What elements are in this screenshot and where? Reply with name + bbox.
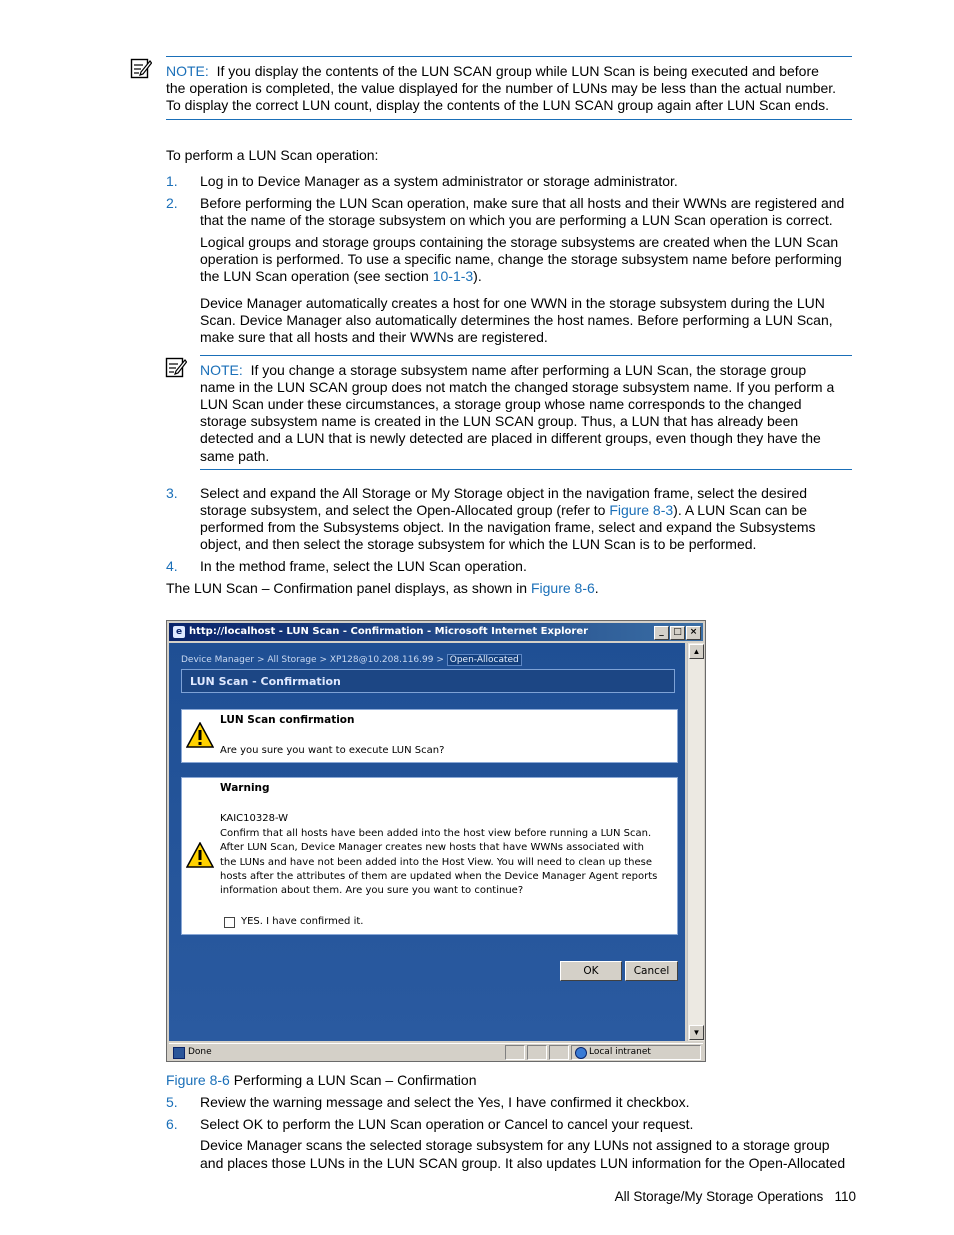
- note-label: NOTE:: [166, 63, 209, 79]
- page-number: 110: [834, 1189, 856, 1204]
- step-text: object, and then select the storage subsystem for which the LUN Scan is to be performed.: [200, 536, 757, 552]
- scroll-down-icon[interactable]: ▼: [689, 1025, 704, 1040]
- page-icon: [173, 1047, 185, 1059]
- status-bar: [169, 1043, 703, 1060]
- figure-caption-text: Performing a LUN Scan – Confirmation: [229, 1072, 477, 1088]
- step-text: make sure that all hosts and their WWNs are registered.: [200, 329, 548, 345]
- note-text-line: To display the correct LUN count, display the contents of the LUN SCAN group again after LUN Scan ends.: [166, 97, 830, 113]
- note-text-line: name in the LUN SCAN group does not match the changed storage subsystem name. If you perform a: [200, 379, 835, 395]
- step-number: 6.: [166, 1116, 178, 1132]
- step-text-part: ). A LUN Scan can be: [673, 502, 808, 518]
- breadcrumb-path[interactable]: Device Manager > All Storage > XP128@10.208.116.99 >: [181, 655, 444, 665]
- note-text-line: LUN Scan under these circumstances, a storage group whose name corresponds to the changed: [200, 396, 802, 412]
- status-zone: Local intranet: [589, 1047, 651, 1057]
- note-line: If you change a storage subsystem name after performing a LUN Scan, the storage group: [250, 362, 807, 378]
- text-part: The LUN Scan – Confirmation panel displays, as shown in: [166, 580, 531, 596]
- step-number: 2.: [166, 195, 178, 211]
- figure-link[interactable]: Figure 8-6: [530, 580, 595, 596]
- note-icon: [130, 58, 152, 80]
- warning-line: information about them. Are you sure you want to continue?: [220, 885, 524, 896]
- step-text: Logical groups and storage groups containing the storage subsystems are created when the LUN Scan: [200, 234, 839, 250]
- step-text: Device Manager scans the selected storage subsystem for any LUNs not assigned to a storage group: [200, 1137, 830, 1153]
- window-titlebar: [169, 623, 703, 641]
- intranet-icon: [575, 1047, 587, 1059]
- step-text: Before performing the LUN Scan operation, make sure that all hosts and their WWNs are registered and: [200, 195, 845, 211]
- step-text: [200, 268, 482, 285]
- warning-line: the LUNs and have not been added into the Host View. You will need to clean up these: [220, 857, 653, 868]
- warning-title: Warning: [220, 782, 270, 794]
- step-text: Device Manager automatically creates a host for one WWN in the storage subsystem during the LUN: [200, 295, 825, 311]
- step-text: performed from the Subsystems object. In the navigation frame, select and expand the Subsystems: [200, 519, 816, 535]
- step-text: [200, 502, 807, 519]
- status-text: Done: [188, 1047, 212, 1057]
- step-text: Scan. Device Manager also automatically determines the host names. Before performing a LUN Scan,: [200, 312, 833, 328]
- note-top-rule: [200, 355, 852, 356]
- browser-window-screenshot: [166, 620, 706, 1062]
- status-cell: [527, 1045, 547, 1060]
- note-top-rule: [166, 56, 852, 57]
- warning-line: After LUN Scan, Device Manager creates new hosts that have WWNs associated with: [220, 842, 644, 853]
- figure-caption: [166, 1072, 476, 1089]
- step-text-part: ).: [473, 268, 482, 284]
- note-text-line: same path.: [200, 448, 270, 464]
- step-text: Select and expand the All Storage or My Storage object in the navigation frame, select the desired: [200, 485, 808, 501]
- step-text: that the name of the storage subsystem on which you are performing a LUN Scan operation is correct.: [200, 212, 833, 228]
- step-text: In the method frame, select the LUN Scan operation.: [200, 558, 527, 574]
- note-label: NOTE:: [200, 362, 243, 378]
- note-text-line: the operation is completed, the value displayed for the number of LUNs may be less than the actual number.: [166, 80, 837, 96]
- figure-number: Figure 8-6: [166, 1072, 230, 1088]
- minimize-icon[interactable]: _: [654, 626, 669, 640]
- step-number: 3.: [166, 485, 178, 501]
- page-header: LUN Scan - Confirmation: [181, 669, 675, 693]
- step-text: Select OK to perform the LUN Scan operation or Cancel to cancel your request.: [200, 1116, 694, 1132]
- confirm-checkbox[interactable]: [224, 917, 235, 928]
- page-content: [169, 643, 685, 1041]
- warning-line: hosts after the attributes of them are updated when the Device Manager Agent reports: [220, 871, 658, 882]
- section-link[interactable]: 10-1-3: [432, 268, 474, 284]
- confirm-title: LUN Scan confirmation: [220, 714, 355, 726]
- ie-icon: e: [173, 626, 185, 638]
- step-text: and places those LUNs in the LUN SCAN group. It also updates LUN information for the Open-Allocated: [200, 1155, 846, 1171]
- maximize-icon[interactable]: □: [670, 626, 685, 640]
- warning-icon: [186, 842, 214, 868]
- step-text-part: storage subsystem, and select the Open-Allocated group (refer to: [200, 502, 610, 518]
- warning-panel: [181, 777, 678, 935]
- page-footer: [615, 1188, 856, 1205]
- confirm-checkbox-label: YES. I have confirmed it.: [241, 916, 364, 927]
- note-text-line: [166, 63, 819, 80]
- step-number: 1.: [166, 173, 178, 189]
- step-number: 5.: [166, 1094, 178, 1110]
- panel-intro: [166, 580, 599, 597]
- note-text-line: [200, 362, 806, 379]
- cancel-button[interactable]: Cancel: [625, 961, 678, 981]
- status-cell: [549, 1045, 569, 1060]
- note-icon: [165, 357, 187, 379]
- confirm-panel: [181, 709, 678, 763]
- breadcrumb-current: Open-Allocated: [447, 654, 522, 666]
- step-text: Log in to Device Manager as a system administrator or storage administrator.: [200, 173, 678, 189]
- warning-line: Confirm that all hosts have been added into the host view before running a LUN Scan.: [220, 828, 652, 839]
- ok-button[interactable]: OK: [560, 961, 622, 981]
- step-text: Review the warning message and select the Yes, I have confirmed it checkbox.: [200, 1094, 690, 1110]
- text-part: .: [594, 580, 599, 596]
- note-text-line: storage subsystem name is created in the LUN SCAN group. Thus, a LUN that has already been: [200, 413, 799, 429]
- step-number: 4.: [166, 558, 178, 574]
- scroll-up-icon[interactable]: ▲: [689, 644, 704, 659]
- breadcrumb: [181, 655, 522, 665]
- vertical-scrollbar[interactable]: [687, 643, 704, 1041]
- note-bottom-rule: [166, 119, 852, 120]
- confirm-text: Are you sure you want to execute LUN Scan?: [220, 745, 445, 756]
- note-bottom-rule: [200, 469, 852, 470]
- note-line: If you display the contents of the LUN SCAN group while LUN Scan is being executed and before: [216, 63, 819, 79]
- figure-link[interactable]: Figure 8-3: [609, 502, 674, 518]
- warning-icon: [186, 722, 214, 748]
- close-icon[interactable]: ×: [686, 626, 701, 640]
- warning-code: KAIC10328-W: [220, 813, 289, 824]
- window-title: http://localhost - LUN Scan - Confirmation - Microsoft Internet Explorer: [189, 626, 589, 637]
- footer-section: All Storage/My Storage Operations: [614, 1189, 824, 1204]
- note-text-line: detected and a LUN that is newly detected are placed in different groups, even though they have the: [200, 430, 821, 446]
- status-cell: [505, 1045, 525, 1060]
- step-text: operation is performed. To use a specific name, change the storage subsystem name before performing: [200, 251, 842, 267]
- intro-text: To perform a LUN Scan operation:: [166, 147, 379, 163]
- step-text-part: the LUN Scan operation (see section: [200, 268, 433, 284]
